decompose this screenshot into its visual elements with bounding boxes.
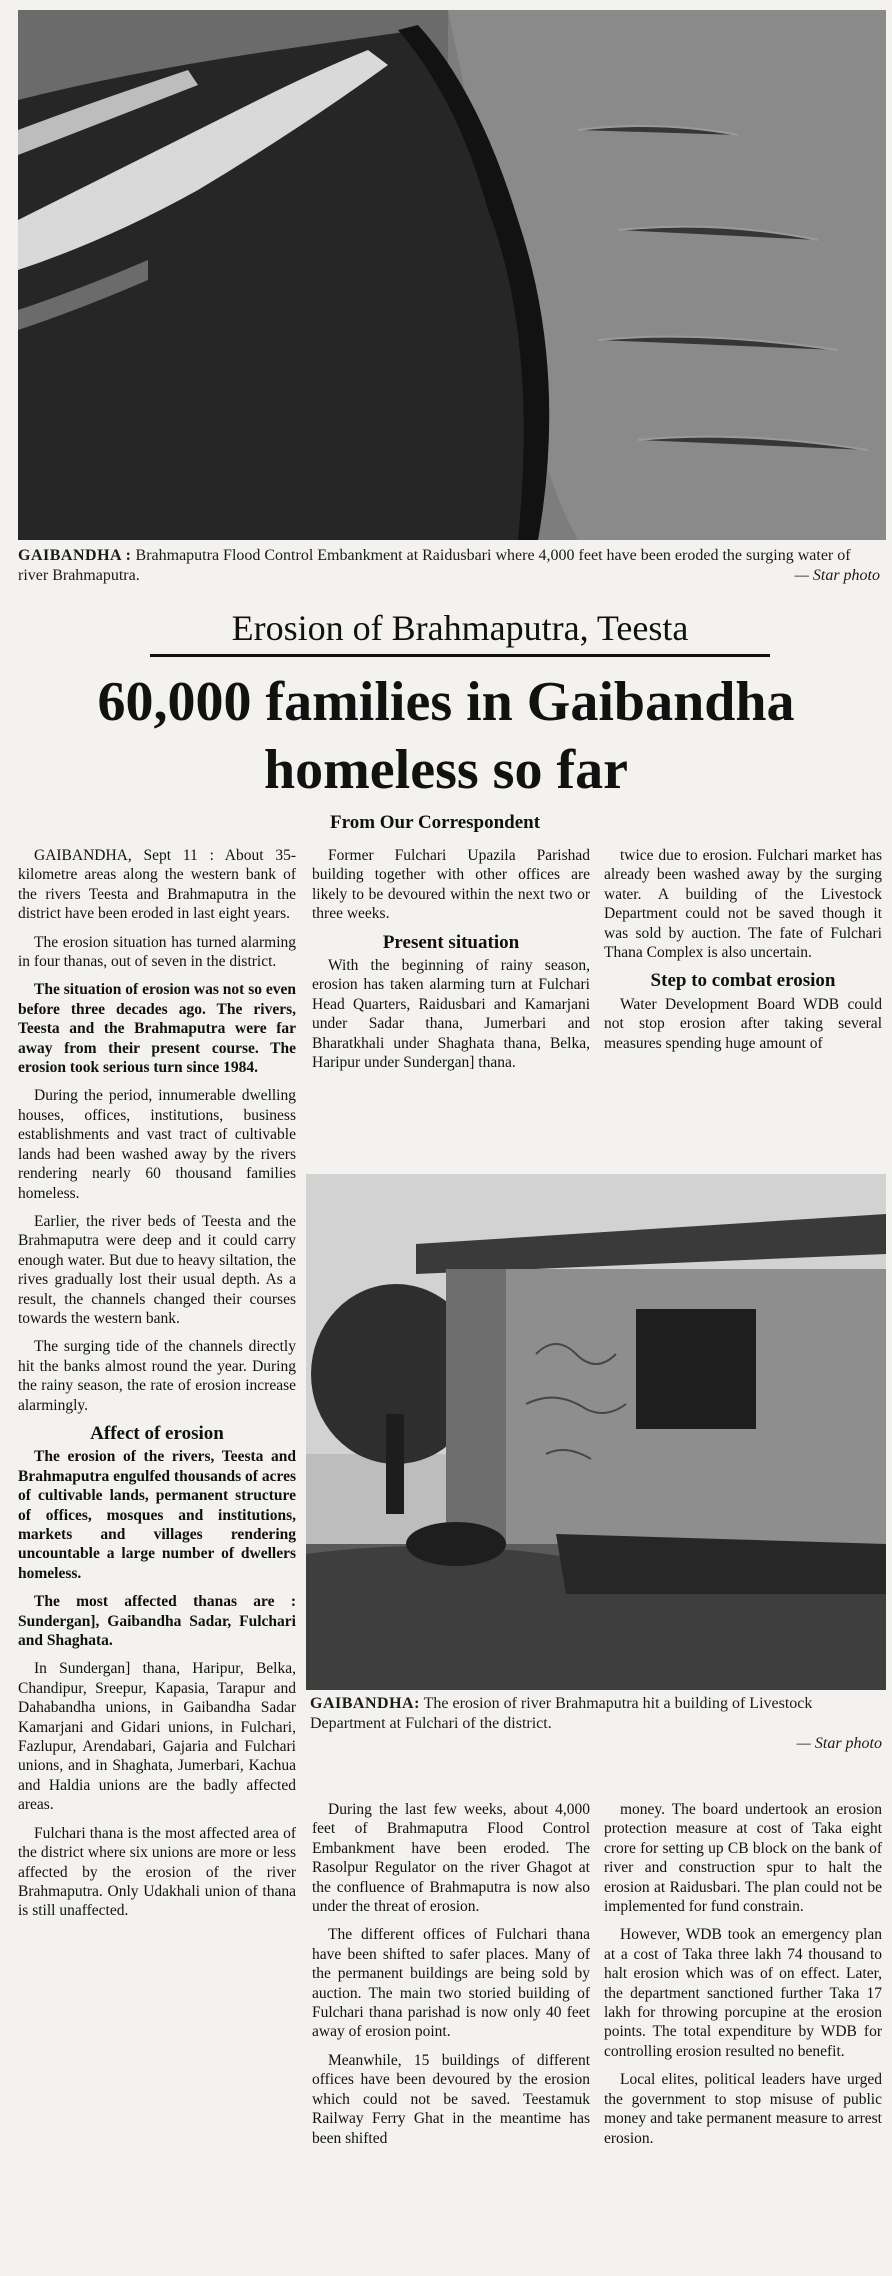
paragraph: During the period, innumerable dwelling houses, offices, institutions, business establishments and vast tract of cultivable lands had been washed away by the rivers rendering nearly 60 thousand families homeless. [18,1087,296,1202]
subhead-present: Present situation [382,931,520,953]
paragraph: During the last few weeks, about 4,000 feet of Brahmaputra Flood Control Embankment have been eroded. The Rasolpur Regulator on the river Ghagot at the confluence of Brahmaputra is now also under the threat of erosion. [312,1801,590,1916]
paragraph: With the beginning of rainy season, erosion has taken alarming turn at Fulchari Head Quarters, Raidusbari and Kamarjani under Sadar thana, Jumerbari and Bharatkhali under Shaghata thana, Belka, Haripur under Sundergan] thana. [312,957,590,1072]
kicker-headline: Erosion of Brahmaputra, Teesta [150,606,770,657]
main-headline [0,668,892,804]
mid-photo-caption [310,1694,882,1754]
paragraph: twice due to erosion. Fulchari market has already been washed away by the surging water. A building of the Livestock Department could not be saved though it was sold by auction. The fate of Fulchari Thana Complex is also uncertain. [604,847,882,962]
subhead-affect: Affect of erosion [90,1422,224,1444]
subhead-step: Step to combat erosion [650,970,836,992]
paragraph: Former Fulchari Upazila Parishad building together with other offices are likely to be devoured within the next two or three weeks. [312,847,590,923]
paragraph: money. The board undertook an erosion protection measure at cost of Taka eight crore for setting up CB block on the bank of river and construction spur to halt the erosion at Raidusbari. The plan could not be implemented for fund constrain. [604,1801,882,1916]
livestock-building-photo [306,1174,886,1690]
mid-caption-credit: — Star photo [796,1735,882,1752]
column-1 [18,846,296,1930]
paragraph: GAIBANDHA, Sept 11 : About 35-kilometre areas along the western bank of the rivers Teesta and Brahmaputra in the district have been eroded in last eight years. [18,847,296,923]
paragraph: In Sundergan] thana, Haripur, Belka, Chandipur, Sreepur, Kapasia, Tarapur and Dahabandha unions, in Gaibandha Sadar Kamarjani and Gidari unions, in Fulchari, Fazlupur, Arendabari, Gajaria and Fulchari unions, and in Shaghata, Jumerbari, Kachua and Haldia unions are the badly affected areas. [18,1660,296,1814]
top-caption-credit: — Star photo [794,567,880,584]
top-photo-caption [18,546,880,586]
mid-caption-place: GAIBANDHA: [310,1695,420,1712]
paragraph: However, WDB took an emergency plan at a cost of Taka three lakh 74 thousand to halt erosion which was of on effect. Later, the department sanctioned further Taka 17 lakh for throwing porcupine at the erosion points. The total expenditure by WDB for controlling erosion resulted no benefit. [604,1926,882,2060]
column-2-continued [312,1800,590,2157]
paragraph: The most affected thanas are : Sundergan], Gaibandha Sadar, Fulchari and Shaghata. [18,1593,296,1650]
embankment-photo [18,10,886,540]
paragraph: Local elites, political leaders have urged the government to stop misuse of public money and take permanent measure to arrest erosion. [604,2071,882,2147]
paragraph: The erosion situation has turned alarming in four thanas, out of seven in the district. [18,933,296,971]
top-caption-place: GAIBANDHA : [18,547,132,564]
headline-line-1: 60,000 families in Gaibandha [97,671,795,733]
paragraph: Earlier, the river beds of Teesta and the Brahmaputra were deep and it could carry enough water. But due to heavy siltation, the rives gradually lost their usual depth. As a result, the channels changed their courses towards the western bank. [18,1212,296,1327]
embankment-photo-graphic [18,10,886,540]
paragraph: Water Development Board WDB could not stop erosion after taking several measures spending huge amount of [604,995,882,1052]
paragraph: Fulchari thana is the most affected area of the district where six unions are more or less affected by the erosion of the river Brahmaputra. Only Udakhali union of thana is still unaffected. [18,1824,296,1920]
column-3-continued [604,1800,882,2157]
column-3 [604,846,882,1062]
paragraph: The situation of erosion was not so even before three decades ago. The rivers, Teesta and the Brahmaputra were far away from their present course. The erosion took serious turn since 1984. [18,981,296,1077]
column-2 [312,846,590,1081]
top-caption-text: Brahmaputra Flood Control Embankment at Raidusbari where 4,000 feet have been eroded the surging water of river Brahmaputra. [18,547,851,584]
paragraph: Meanwhile, 15 buildings of different offices have been devoured by the erosion which could not be saved. Teestamuk Railway Ferry Ghat in the meantime has been shifted [312,2051,590,2147]
paragraph: The different offices of Fulchari thana have been shifted to safer places. Many of the permanent buildings are being sold by auction. The main two storied building of Fulchari thana parishad is now only 40 feet away of erosion point. [312,1926,590,2041]
paragraph: The erosion of the rivers, Teesta and Brahmaputra engulfed thousands of acres of cultivable lands, permanent structure of offices, mosques and institutions, markets and villages rendering uncountable a large number of dwellers homeless. [18,1448,296,1582]
livestock-building-graphic [306,1174,886,1690]
byline: From Our Correspondent [330,812,541,833]
mid-caption-text: The erosion of river Brahmaputra hit a building of Livestock Department at Fulchari of the district. [310,1695,813,1732]
headline-line-2: homeless so far [264,739,628,801]
paragraph: The surging tide of the channels directly hit the banks almost round the year. During the rainy season, the rate of erosion increase alarmingly. [18,1338,296,1414]
